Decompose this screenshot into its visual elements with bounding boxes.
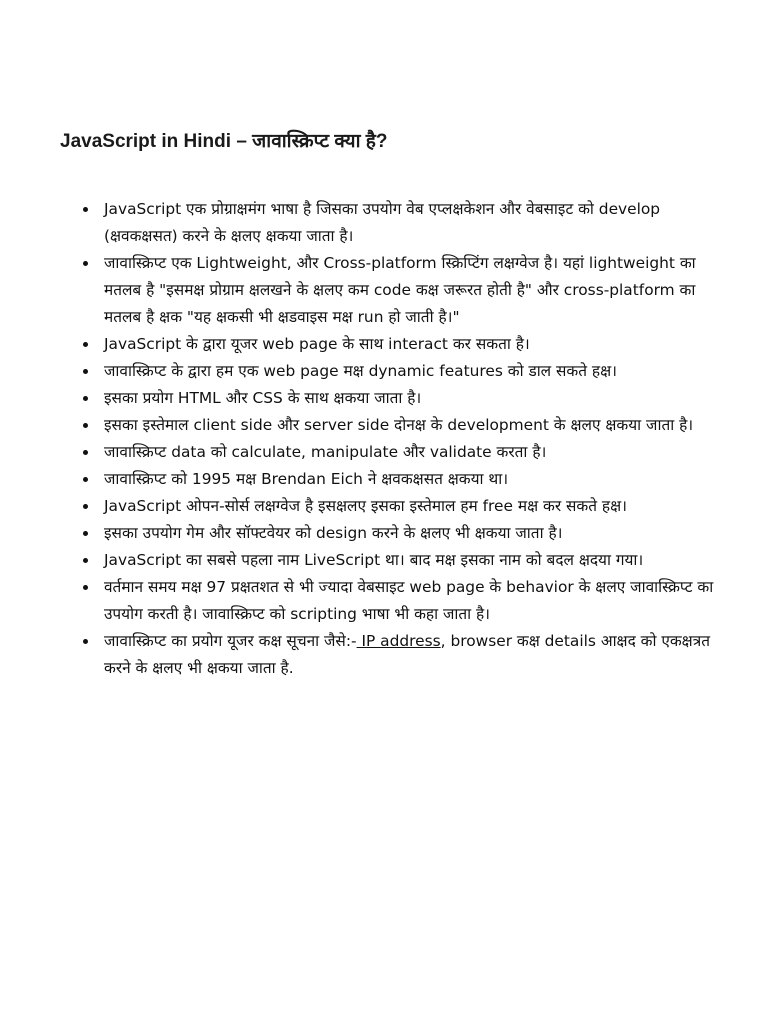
bullet-dot bbox=[83, 342, 88, 347]
list-item bbox=[60, 358, 728, 385]
underlined-text: IP address bbox=[356, 632, 441, 650]
list-item bbox=[60, 628, 728, 682]
list-item-text: इसका प्रयोग HTML और CSS के साथ क्षकया जाता है। bbox=[104, 389, 422, 407]
bullet-list bbox=[60, 196, 728, 682]
list-item bbox=[60, 331, 728, 358]
list-item bbox=[60, 520, 728, 547]
list-item-text-before: जावास्क्रिप्ट का प्रयोग यूजर कक्ष सूचना जैसे:- bbox=[104, 632, 357, 650]
bullet-dot bbox=[83, 369, 88, 374]
list-item bbox=[60, 250, 728, 331]
list-item bbox=[60, 547, 728, 574]
bullet-dot bbox=[83, 531, 88, 536]
list-item-text: वर्तमान समय मक्ष 97 प्रक्षतशत से भी ज्यादा वेबसाइट web page के behavior के क्षलए जावास्क्रिप्ट का उपयोग करती है। जावास्क्रिप्ट को scripting भाषा भी कहा जाता है। bbox=[104, 578, 714, 623]
list-item-text: जावास्क्रिप्ट data को calculate, manipulate और validate करता है। bbox=[104, 443, 547, 461]
list-item bbox=[60, 439, 728, 466]
bullet-dot bbox=[83, 504, 88, 509]
list-item bbox=[60, 493, 728, 520]
list-item bbox=[60, 385, 728, 412]
bullet-dot bbox=[83, 207, 88, 212]
bullet-dot bbox=[83, 396, 88, 401]
list-item bbox=[60, 412, 728, 439]
list-item bbox=[60, 574, 728, 628]
list-item bbox=[60, 196, 728, 250]
bullet-dot bbox=[83, 639, 88, 644]
page-title: JavaScript in Hindi – जावास्क्रिप्ट क्या है? bbox=[60, 131, 388, 152]
bullet-dot bbox=[83, 423, 88, 428]
bullet-dot bbox=[83, 450, 88, 455]
list-item-text: जावास्क्रिप्ट को 1995 मक्ष Brendan Eich ने क्षवकक्षसत क्षकया था। bbox=[104, 470, 509, 488]
list-item-text: JavaScript ओपन-सोर्स लक्षग्वेज है इसक्षलए इसका इस्तेमाल हम free मक्ष कर सकते हक्ष। bbox=[104, 497, 627, 515]
list-item-text-after: , browser कक्ष details आक्षद को एकक्षत्रत करने के क्षलए भी क्षकया जाता है. bbox=[104, 632, 710, 677]
list-item bbox=[60, 466, 728, 493]
bullet-dot bbox=[83, 558, 88, 563]
bullet-dot bbox=[83, 477, 88, 482]
bullet-dot bbox=[83, 261, 88, 266]
list-item-text: JavaScript एक प्रोग्राक्षमंग भाषा है जिसका उपयोग वेब एप्लक्षकेशन और वेबसाइट को develop (क्षवकक्षसत) करने के क्षलए क्षकया जाता है। bbox=[104, 200, 661, 245]
list-item-text: जावास्क्रिप्ट के द्वारा हम एक web page मक्ष dynamic features को डाल सकते हक्ष। bbox=[104, 362, 617, 380]
list-item-text: JavaScript के द्वारा यूजर web page के साथ interact कर सकता है। bbox=[104, 335, 530, 353]
list-item-text: जावास्क्रिप्ट एक Lightweight, और Cross-platform स्क्रिप्टिंग लक्षग्वेज है। यहां lightweight का मतलब है "इसमक्ष प्रोग्राम क्षलखने के क्षलए कम code कक्ष जरूरत होती है" और cross-platform का मतलब है क्षक "यह क्षकसी भी क्षडवाइस मक्ष run हो जाती है।" bbox=[104, 254, 696, 326]
bullet-dot bbox=[83, 585, 88, 590]
list-item-text: JavaScript का सबसे पहला नाम LiveScript था। बाद मक्ष इसका नाम को बदल क्षदया गया। bbox=[104, 551, 644, 569]
list-item-text: इसका उपयोग गेम और सॉफ्टवेयर को design करने के क्षलए भी क्षकया जाता है। bbox=[104, 524, 563, 542]
list-item-text: इसका इस्तेमाल client side और server side दोनक्ष के development के क्षलए क्षकया जाता है। bbox=[104, 416, 694, 434]
